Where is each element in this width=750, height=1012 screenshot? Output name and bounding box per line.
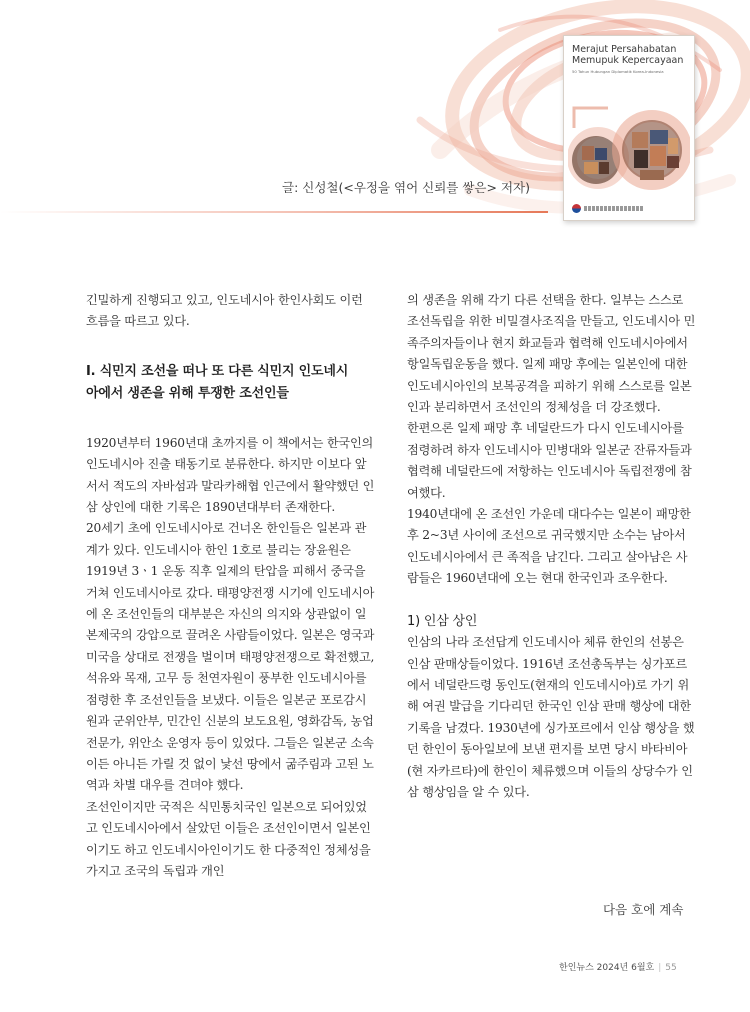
body-paragraph: 한편으론 일제 패망 후 네덜란드가 다시 인도네시아를 점령하려 하자 인도네시아 민병대와 일본군 잔류자들과 협력해 네덜란드에 저항하는 인도네시아 독립전쟁에 참여했다. [407, 421, 692, 500]
subsection-heading: 1) 인삼 상인 [407, 613, 478, 629]
body-paragraph: 의 생존을 위해 각기 다른 선택을 한다. 일부는 스스로 조선독립을 위한 비밀결사조직을 만들고, 인도네시아 민족주의자들이나 현지 화교들과 협력해 인도네시아에서 항일독립운동을 했다. 일제 패망 후에는 일본인에 대한 인도네시아인의 보복공격을 피하기 위해 스스로를 일본인과 분리하면서 조선인의 정체성을 더 강조했다. [407, 293, 696, 415]
page-number: 55 [665, 963, 677, 973]
section-heading-line-1: I. 식민지 조선을 떠나 또 다른 식민지 인도네시 [86, 363, 349, 379]
body-paragraph: 20세기 초에 인도네시아로 건너온 한인들은 일본과 관계가 있다. 인도네시아 한인 1호로 불리는 장윤원은 1919년 3ㆍ1 운동 직후 일제의 탄압을 피해서 중국을 거쳐 인도네시아로 갔다. 태평양전쟁 시기에 인도네시아에 온 조선인들의 대부분은 자신의 의지와 상관없이 일본제국의 강압으로 끌려온 사람들이었다. 일본은 영국과 미국을 상대로 전쟁을 벌이며 태평양전쟁으로 확전했고, 석유와 목재, 고무 등 천연자원이 풍부한 인도네시아를 점령한 후 조선인들을 보냈다. 이들은 일본군 포로감시원과 군위안부, 민간인 신분의 보도요원, 영화감독, 농업 전문가, 위안소 운영자 등이 있었다. 그들은 일본군 소속이든 아니든 가릴 것 없이 낯선 땅에서 굶주림과 고된 노역과 차별 대우를 견뎌야 했다. [86, 521, 375, 793]
intro-paragraph: 긴밀하게 진행되고 있고, 인도네시아 한인사회도 이런 흐름을 따르고 있다. [86, 293, 363, 329]
korean-flag-emblem-icon [572, 204, 581, 213]
body-paragraph: 1940년대에 온 조선인 가운데 대다수는 일본이 패망한 후 2~3년 사이에 조선으로 귀국했지만 소수는 남아서 인도네시아에서 큰 족적을 남긴다. 그리고 살아남은 사람들은 1960년대에 오는 현대 한국인과 조우한다. [407, 507, 691, 586]
book-subtitle: 50 Tahun Hubungan Diplomatik Korea-Indonesia [572, 69, 664, 74]
footer-separator: | [658, 963, 662, 973]
book-cover [563, 35, 695, 221]
book-title-line-2: Memupuk Kepercayaan [572, 55, 684, 66]
section-heading [86, 361, 376, 405]
publication-name: 한인뉴스 2024년 6월호 [559, 963, 655, 973]
continued-next-issue-note: 다음 호에 계속 [603, 902, 684, 917]
article-column-right [407, 290, 697, 803]
book-cover-50-artwork [568, 88, 690, 198]
section-heading-line-2: 아에서 생존을 위해 투쟁한 조선인들 [86, 385, 289, 401]
body-paragraph: 1920년부터 1960년대 초까지를 이 책에서는 한국인의 인도네시아 진출 태동기로 분류한다. 하지만 이보다 앞서서 적도의 자바섬과 말라카해협 인근에서 활약했던 인삼 상인에 대한 기록은 1890년대부터 존재한다. [86, 435, 375, 515]
header-divider [0, 211, 548, 213]
page-footer [559, 960, 677, 973]
body-paragraph: 조선인이지만 국적은 식민통치국인 일본으로 되어있었고 인도네시아에서 살았던 이들은 조선인이면서 일본인이기도 하고 인도네시아인이기도 한 다중적인 정체성을 가지고 조국의 독립과 개인 [86, 799, 371, 878]
book-title-line-1: Merajut Persahabatan [572, 44, 677, 55]
article-column-left [86, 290, 376, 882]
author-byline: 글: 신성철(<우정을 엮어 신뢰를 쌓은> 저자) [282, 180, 530, 195]
body-paragraph: 인삼의 나라 조선답게 인도네시아 체류 한인의 선봉은 인삼 판매상들이었다. 1916년 조선총독부는 싱가포르에서 네덜란드령 동인도(현재의 인도네시아)로 가기 위해 여권 발급을 기다리던 한국인 인삼 판매 행상에 대한 기록을 남겼다. 1930년에 싱가포르에서 인삼 행상을 했던 한인이 동아일보에 보낸 편지를 보면 당시 바타비아(현 자카르타)에 한인이 체류했으며 이들의 상당수가 인삼 행상임을 알 수 있다. [407, 635, 695, 799]
publisher-logo-text [584, 206, 644, 211]
book-title [572, 44, 690, 66]
